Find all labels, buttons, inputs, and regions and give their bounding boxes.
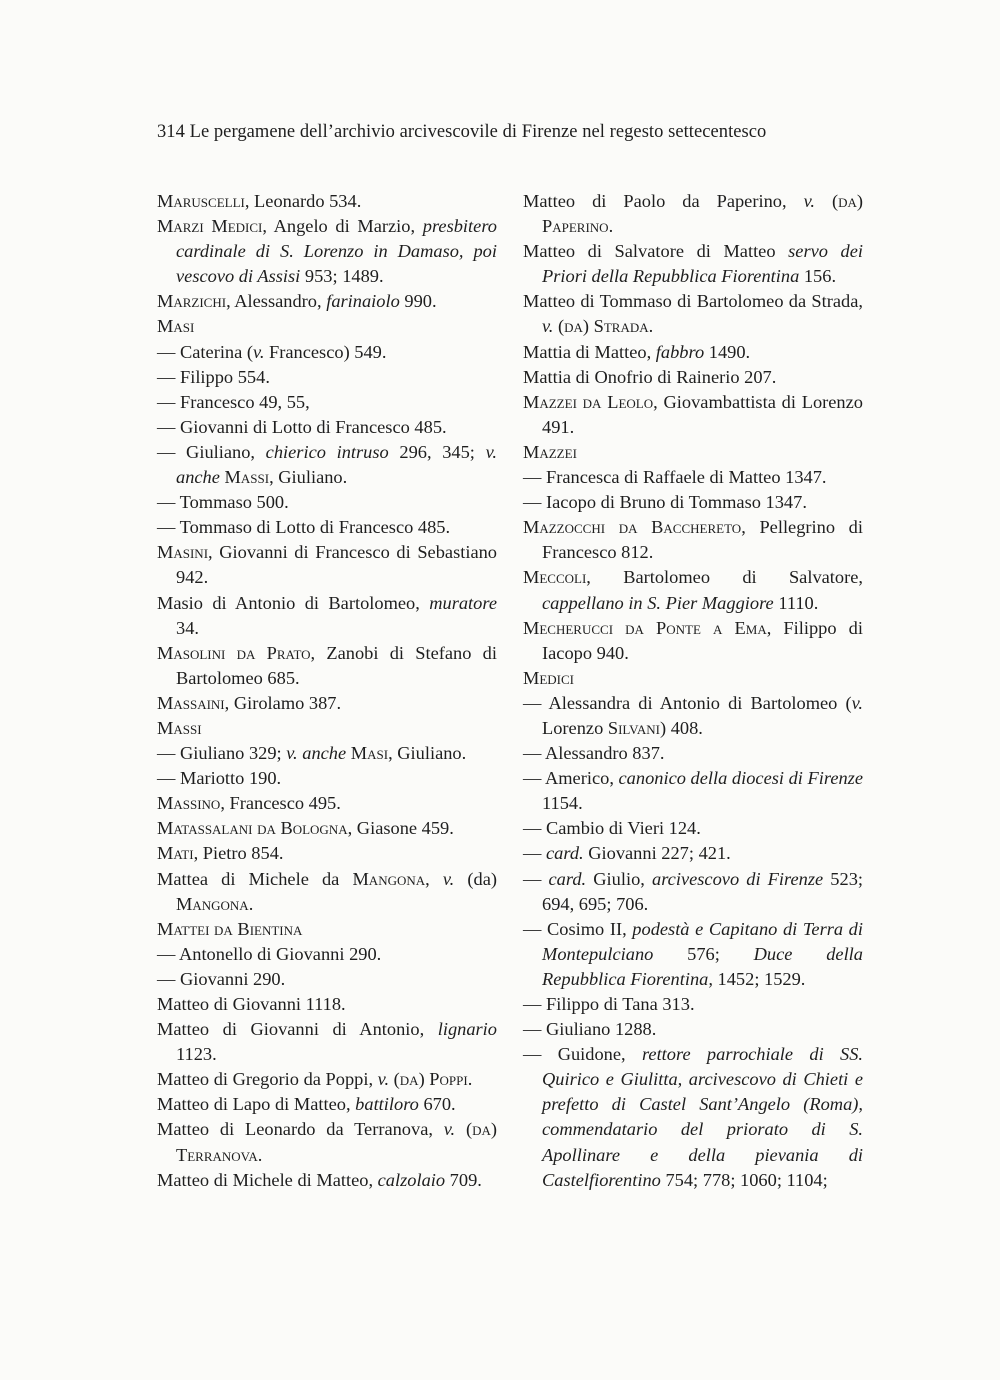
- index-entry: [157, 967, 497, 992]
- entry-qualifier: fabbro: [655, 341, 705, 362]
- index-entry: [157, 942, 497, 967]
- entry-text: 1452; 1529.: [712, 968, 806, 989]
- entry-surname: (da) Poppi: [393, 1069, 468, 1090]
- entry-surname: Mangona: [176, 893, 249, 914]
- entry-surname: Marzichi: [157, 291, 227, 312]
- entry-qualifier: card.: [548, 868, 587, 889]
- index-entry: [157, 841, 497, 866]
- entry-text: — Alessandro 837.: [523, 743, 665, 764]
- page-number: 314: [157, 122, 185, 142]
- entry-text: Matteo di Tommaso di Bartolomeo da Strada,: [523, 291, 863, 312]
- entry-text: .: [608, 216, 614, 237]
- entry-text: Masio di Antonio di Bartolomeo,: [157, 592, 430, 613]
- entry-text: 156.: [799, 266, 837, 287]
- entry-text: Matteo di Giovanni di Antonio,: [157, 1019, 438, 1040]
- index-entry: [157, 390, 497, 415]
- entry-text: — Cambio di Vieri 124.: [523, 818, 701, 839]
- index-entry: [523, 465, 863, 490]
- entry-qualifier: cappellano in S. Pier Maggiore: [542, 592, 774, 613]
- entry-text: Giovanni 227; 421.: [583, 843, 731, 864]
- entry-qualifier: v.: [253, 341, 265, 362]
- index-entry: [523, 340, 863, 365]
- entry-text: , Giuliano.: [269, 467, 348, 488]
- entry-text: , Alessandro,: [226, 291, 327, 312]
- index-entry: [523, 1042, 863, 1193]
- entry-text: Matteo di Paolo da Paperino,: [523, 191, 804, 211]
- entry-text: Matteo di Salvatore di Matteo: [523, 241, 789, 262]
- entry-text: .: [467, 1069, 473, 1090]
- entry-surname: Mazzei da Leolo: [523, 391, 654, 412]
- index-entry: [157, 189, 497, 214]
- index-entry: [157, 992, 497, 1017]
- entry-surname: (da) Paperino: [542, 191, 863, 237]
- entry-surname: Masolini da Prato: [157, 642, 311, 663]
- entry-surname: Matassalani da Bologna: [157, 818, 348, 839]
- entry-qualifier: v.: [443, 1119, 456, 1140]
- entry-text: 1110.: [773, 592, 819, 613]
- entry-text: Matteo di Giovanni 1118.: [157, 994, 346, 1014]
- index-entry: [157, 1168, 497, 1193]
- index-entry: [157, 289, 497, 314]
- entry-surname: Meccoli: [523, 567, 587, 588]
- index-entry: [157, 1117, 497, 1167]
- entry-text: , Francesco 495.: [220, 793, 341, 814]
- entry-surname: Mangona: [352, 868, 426, 889]
- entry-text: — Antonello di Giovanni 290.: [157, 943, 382, 964]
- index-entry: [157, 1092, 497, 1117]
- entry-text: —: [523, 868, 549, 889]
- index-entry: [523, 390, 863, 440]
- entry-text: Mattia di Onofrio di Rainerio 207.: [523, 366, 777, 387]
- entry-surname: Massaini: [157, 692, 225, 713]
- entry-text: [815, 191, 832, 211]
- entry-text: [455, 1119, 466, 1139]
- entry-text: Lorenzo: [542, 717, 608, 738]
- index-entry: [157, 741, 497, 766]
- entry-text: 34.: [176, 617, 199, 638]
- entry-text: Matteo di Leonardo da Terranova,: [157, 1119, 444, 1140]
- running-header: [157, 122, 766, 143]
- entry-text: 523; 694, 695; 706.: [542, 868, 864, 914]
- index-entry: [523, 289, 863, 339]
- entry-text: — Guidone,: [523, 1044, 642, 1065]
- entry-text: 754; 778; 1060; 1104;: [660, 1169, 828, 1190]
- entry-qualifier: arcivescovo di Firenze: [652, 868, 824, 889]
- entry-surname: Mattei da Bientina: [157, 918, 303, 939]
- entry-text: 709.: [445, 1169, 482, 1190]
- entry-text: — Mariotto 190.: [157, 768, 282, 789]
- entry-text: , Pietro 854.: [193, 843, 284, 864]
- entry-text: Matteo di Gregorio da Poppi,: [157, 1069, 378, 1090]
- entry-text: , Angelo di Marzio,: [262, 216, 423, 237]
- index-entry: [157, 641, 497, 691]
- entry-text: —: [523, 843, 546, 864]
- entry-text: — Giovanni 290.: [157, 968, 286, 989]
- entry-surname: Massino: [157, 793, 221, 814]
- entry-qualifier: rettore parrochiale di SS. Quirico e Giulitta, arcivescovo di Chieti e prefetto di Castel Sant’Angelo (Roma), commendatario del priorato di S. Apollinare e della pievania di Castelfiorentino: [542, 1044, 863, 1190]
- entry-text: .: [648, 316, 654, 337]
- entry-text: , Giovanni di Francesco di Sebastiano 942.: [176, 542, 497, 588]
- index-entry: [157, 867, 497, 917]
- entry-qualifier: podestà e Capitano di Terra di Montepulciano: [542, 918, 863, 964]
- index-entry: [523, 992, 863, 1017]
- index-entry: [157, 515, 497, 540]
- entry-text: — Filippo di Tana 313.: [523, 994, 695, 1014]
- index-entry: [523, 1017, 863, 1042]
- entry-text: 670.: [418, 1094, 456, 1115]
- entry-text: Mattea di Michele da: [157, 868, 353, 889]
- index-entry: [523, 440, 863, 465]
- entry-qualifier: v.: [442, 868, 455, 889]
- entry-surname: Mazzocchi da Bacchereto: [523, 517, 742, 538]
- index-entry: [157, 314, 497, 339]
- entry-text: , Girolamo 387.: [224, 692, 342, 713]
- entry-text: 990.: [399, 291, 437, 312]
- index-entry: [523, 239, 863, 289]
- index-entry: [523, 666, 863, 691]
- entry-text: Matteo di Lapo di Matteo,: [157, 1094, 356, 1115]
- entry-text: .: [257, 1144, 263, 1165]
- entry-surname: Mecherucci da Ponte a Ema: [523, 617, 767, 638]
- entry-surname: Massi: [224, 467, 270, 488]
- entry-text: 1490.: [704, 341, 751, 362]
- entry-text: — Tommaso di Lotto di Francesco 485.: [157, 517, 451, 538]
- index-entry: [157, 766, 497, 791]
- entry-qualifier: chierico intruso: [265, 441, 389, 462]
- index-entry: [523, 565, 863, 615]
- entry-text: — Giuliano,: [157, 441, 266, 462]
- index-entry: [157, 415, 497, 440]
- entry-qualifier: lignario: [437, 1019, 497, 1040]
- index-entry: [157, 214, 497, 289]
- index-entry: [523, 189, 863, 239]
- index-column-left: [157, 189, 497, 1193]
- entry-qualifier: v.: [377, 1069, 390, 1090]
- index-entry: [523, 741, 863, 766]
- entry-surname: Medici: [523, 667, 575, 688]
- entry-qualifier: v.: [851, 692, 863, 713]
- entry-surname: Masi: [350, 743, 389, 764]
- entry-text: — Giuliano 329;: [157, 743, 287, 764]
- index-entry: [157, 1067, 497, 1092]
- entry-text: , Giuliano.: [388, 743, 467, 764]
- entry-surname: (da) Terranova: [176, 1119, 497, 1165]
- entry-text: — Filippo 554.: [157, 366, 270, 387]
- entry-qualifier: presbitero cardinale di S. Lorenzo in Damaso, poi vescovo di Assisi: [176, 216, 497, 287]
- entry-surname: Maruscelli: [157, 191, 245, 211]
- entry-qualifier: v. anche: [176, 441, 497, 488]
- index-entry: [157, 340, 497, 365]
- entry-text: 1154.: [542, 793, 583, 814]
- entry-surname: Silvani: [607, 717, 660, 738]
- entry-text: , Leonardo 534.: [244, 191, 362, 211]
- entry-surname: (da) Strada: [558, 316, 649, 337]
- entry-surname: Marzi Medici: [157, 216, 263, 237]
- entry-qualifier: calzolaio: [377, 1169, 446, 1190]
- entry-surname: Masini: [157, 542, 209, 563]
- entry-text: Francesco) 549.: [264, 341, 387, 362]
- index-entry: [157, 691, 497, 716]
- index-entry: [523, 816, 863, 841]
- entry-text: — Iacopo di Bruno di Tommaso 1347.: [523, 492, 807, 513]
- index-entry: [157, 540, 497, 590]
- entry-surname: Mazzei: [523, 441, 577, 462]
- index-entry: [157, 490, 497, 515]
- index-entry: [523, 867, 863, 917]
- entry-text: — Tommaso 500.: [157, 492, 289, 513]
- index-entry: [523, 766, 863, 816]
- entry-text: — Giovanni di Lotto di Francesco 485.: [157, 416, 447, 437]
- index-entry: [157, 791, 497, 816]
- index-entry: [157, 716, 497, 741]
- entry-text: 576;: [653, 943, 754, 964]
- entry-text: 1123.: [176, 1044, 217, 1065]
- entry-text: 296, 345;: [388, 441, 486, 462]
- index-column-right: [523, 189, 863, 1193]
- index-entry: [523, 365, 863, 390]
- index-entry: [157, 917, 497, 942]
- entry-text: — Alessandra di Antonio di Bartolomeo (: [523, 692, 852, 713]
- index-entry: [523, 490, 863, 515]
- entry-text: (da): [454, 868, 497, 889]
- entry-surname: Mati: [157, 843, 194, 864]
- entry-qualifier: v. anche: [286, 743, 347, 764]
- entry-text: Giulio,: [586, 868, 652, 889]
- entry-text: , Giovambattista di Lorenzo 491.: [542, 391, 863, 437]
- entry-text: — Francesco 49, 55,: [157, 391, 310, 412]
- running-title: Le pergamene dell’archivio arcivescovile di Firenze nel regesto settecentesco: [189, 122, 767, 142]
- entry-qualifier: farinaiolo: [326, 291, 400, 312]
- entry-text: — Americo,: [523, 768, 619, 789]
- index-entry: [523, 691, 863, 741]
- index-entry: [157, 1017, 497, 1067]
- index-entry: [157, 365, 497, 390]
- entry-surname: Masi: [157, 316, 195, 337]
- entry-qualifier: card.: [546, 843, 584, 864]
- index-entry: [157, 591, 497, 641]
- entry-text: Mattia di Matteo,: [523, 341, 656, 362]
- entry-text: ) 408.: [660, 717, 703, 738]
- entry-qualifier: canonico della diocesi di Firenze: [618, 768, 863, 789]
- index-entry: [157, 440, 497, 490]
- entry-text: .: [248, 893, 254, 914]
- entry-qualifier: Duce della Repubblica Fiorentina,: [542, 943, 863, 989]
- entry-text: — Cosimo II,: [523, 918, 633, 939]
- entry-text: — Giuliano 1288.: [523, 1019, 657, 1040]
- entry-text: , Pellegrino di Francesco 812.: [542, 517, 863, 563]
- index-entry: [523, 515, 863, 565]
- entry-qualifier: muratore: [429, 592, 497, 613]
- entry-text: ,: [425, 868, 443, 889]
- entry-qualifier: v.: [803, 191, 815, 211]
- entry-text: , Giasone 459.: [347, 818, 454, 839]
- index-entry: [523, 841, 863, 866]
- entry-qualifier: servo dei Priori della Repubblica Fiorentina: [542, 241, 864, 287]
- index-entry: [157, 816, 497, 841]
- index-entry: [523, 917, 863, 992]
- index-entry: [523, 616, 863, 666]
- entry-qualifier: battiloro: [355, 1094, 419, 1115]
- entry-qualifier: v.: [542, 316, 554, 337]
- entry-text: — Francesca di Raffaele di Matteo 1347.: [523, 467, 827, 488]
- entry-surname: Massi: [157, 717, 202, 738]
- entry-text: 953; 1489.: [300, 266, 384, 287]
- entry-text: , Zanobi di Stefano di Bartolomeo 685.: [176, 642, 497, 688]
- entry-text: — Caterina (: [157, 341, 254, 362]
- entry-text: , Filippo di Iacopo 940.: [542, 617, 863, 663]
- entry-text: Matteo di Michele di Matteo,: [157, 1169, 378, 1190]
- entry-text: , Bartolomeo di Salvatore,: [586, 567, 863, 588]
